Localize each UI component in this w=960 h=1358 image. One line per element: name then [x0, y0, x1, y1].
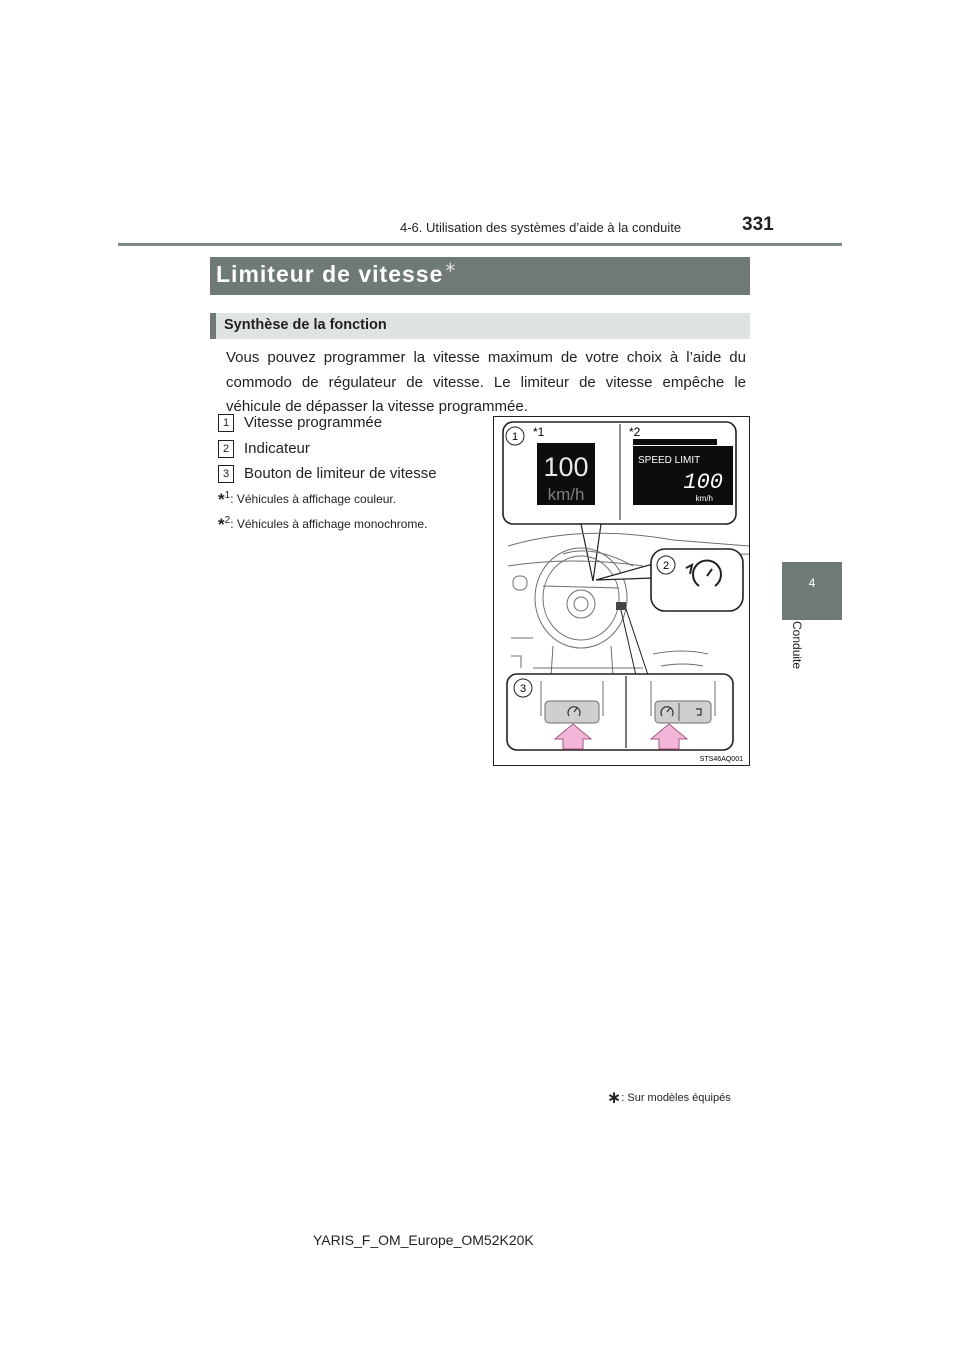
callout-3: 3: [519, 683, 527, 695]
page-number: 331: [742, 214, 774, 235]
title-footnote-mark: ∗: [444, 259, 457, 276]
mono-display-value: 100: [683, 470, 723, 495]
figure-code: STS46AQ001: [699, 756, 743, 763]
note-text: : Véhicules à affichage monochrome.: [230, 517, 428, 531]
legend-label: Indicateur: [244, 440, 310, 457]
mono-display-top: [633, 439, 717, 445]
section-title: Limiteur de vitesse: [216, 261, 444, 287]
callout-1: 1: [511, 431, 519, 443]
legend-number: 1: [218, 414, 234, 432]
note-ref: 1: [224, 490, 231, 501]
intro-paragraph: Vous pouvez programmer la vitesse maximum de votre choix à l’aide du commodo de régulateur de vitesse. Le limiteur de vitesse empêche le véhicule de dépasser la vitesse programmée.: [226, 349, 746, 415]
document-code-footer: YARIS_F_OM_Europe_OM52K20K: [313, 1232, 534, 1248]
subheading: Synthèse de la fonction: [224, 317, 387, 333]
callout-2: 2: [662, 560, 670, 572]
note-2: [218, 515, 427, 535]
legend-item: [218, 414, 382, 432]
mono-display-unit: km/h: [695, 494, 713, 503]
note-ref: 2: [224, 515, 231, 526]
ref-star-1: *1: [533, 425, 545, 439]
stalk-mark: [616, 602, 626, 610]
legend-label: Vitesse programmée: [244, 414, 383, 431]
legend-label: Bouton de limiteur de vitesse: [244, 465, 437, 482]
legend-number: 2: [218, 440, 234, 458]
legend-item: [218, 440, 310, 458]
chapter-tab: [782, 562, 842, 620]
note-star: *: [218, 515, 225, 534]
note-star: *: [218, 490, 225, 509]
chapter-tab-number: 4: [808, 576, 816, 590]
page-footnote-text: : Sur modèles équipés: [621, 1092, 731, 1104]
subheading-accent: [210, 313, 216, 339]
speed-limiter-illustration: [493, 416, 750, 766]
mono-display-label: SPEED LIMIT: [638, 455, 701, 466]
page-footnote-star: ∗: [607, 1088, 622, 1107]
legend-number: 3: [218, 465, 234, 483]
limiter-button-color: [545, 701, 599, 723]
color-display-value: 100: [543, 452, 589, 482]
page-footnote: [607, 1088, 731, 1108]
header-rule: [118, 243, 842, 246]
note-1: [218, 490, 396, 510]
color-display-unit: km/h: [547, 485, 585, 504]
chapter-tab-label: Conduite: [790, 621, 804, 670]
ref-star-2: *2: [629, 425, 641, 439]
legend-item: [218, 465, 437, 483]
limiter-button-mono: [655, 701, 711, 723]
note-text: : Véhicules à affichage couleur.: [230, 492, 397, 506]
running-header: 4-6. Utilisation des systèmes d’aide à la conduite: [400, 220, 682, 235]
